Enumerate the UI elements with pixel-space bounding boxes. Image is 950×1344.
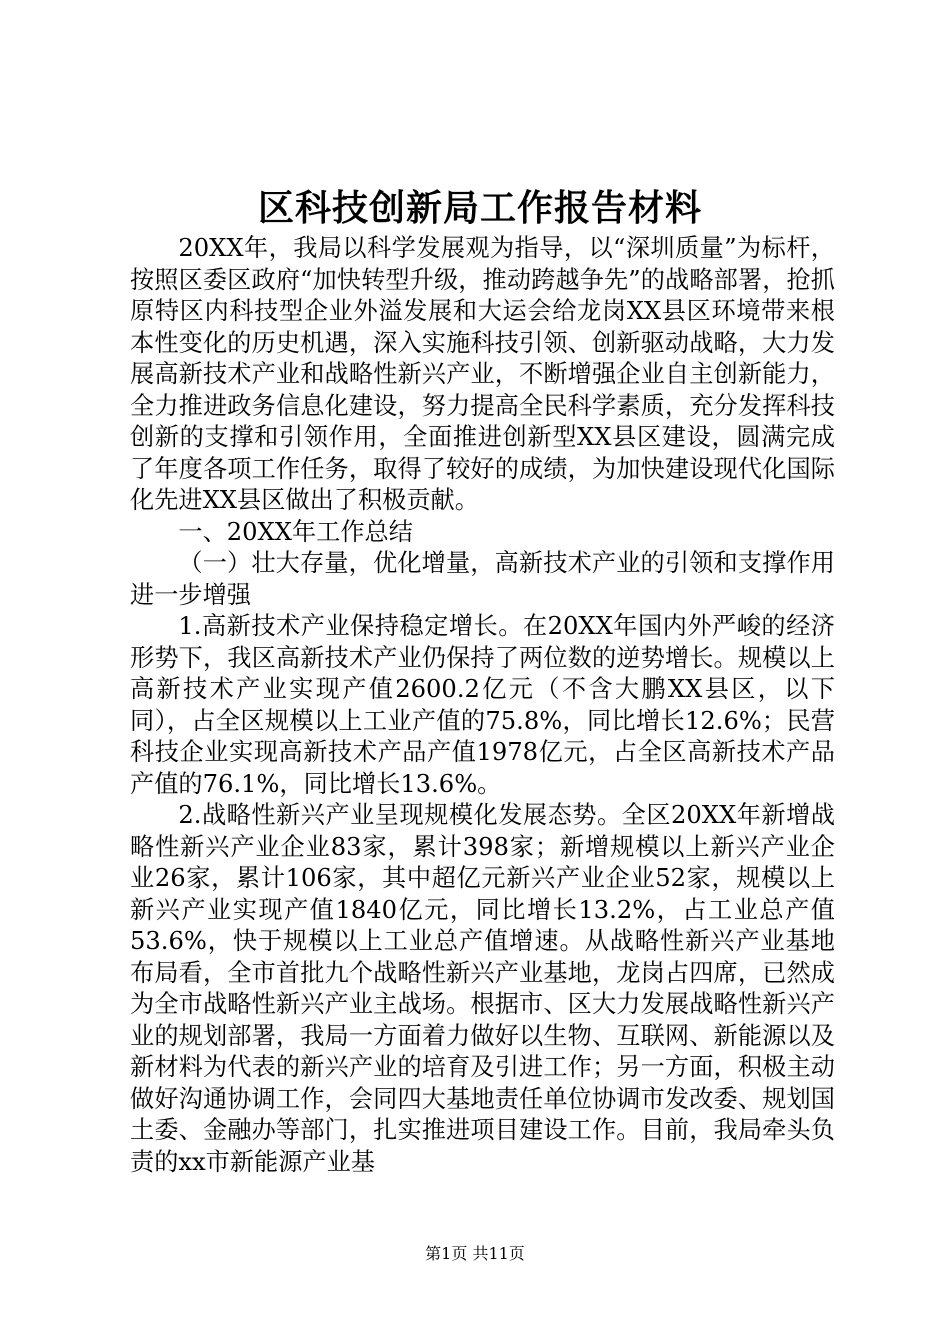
subsection-heading: （一）壮大存量，优化增量，高新技术产业的引领和支撑作用进一步增强 [130, 549, 835, 609]
document-title: 区科技创新局工作报告材料 [257, 187, 702, 229]
section-heading: 一、20XX年工作总结 [178, 517, 413, 546]
paragraph-high-tech: 1.高新技术产业保持稳定增长。在20XX年国内外严峻的经济形势下，我区高新技术产业仍保持了两位数的逆势增长。规模以上高新技术产业实现产值2600.2亿元（不含大鹏XX县区，以下同），占全区规模以上工业产值的75.8%，同比增长12.6%；民营科技企业实现高新技术产品产值1978亿元，占全区高新技术产品产值的76.1%，同比增长13.6%。 [130, 612, 835, 798]
paragraph-intro: 20XX年，我局以科学发展观为指导，以“深圳质量”为标杆，按照区委区政府“加快转型升级，推动跨越争先”的战略部署，抢抓原特区内科技型企业外溢发展和大运会给龙岗XX县区环境带来根本性变化的历史机遇，深入实施科技引领、创新驱动战略，大力发展高新技术产业和战略性新兴产业，不断增强企业自主创新能力，全力推进政务信息化建设，努力提高全民科学素质，充分发挥科技创新的支撑和引领作用，全面推进创新型XX县区建设，圆满完成了年度各项工作任务，取得了较好的成绩，为加快建设现代化国际化先进XX县区做出了积极贡献。 [130, 234, 835, 514]
page-footer: 第1页 共11页 [425, 1244, 525, 1263]
paragraph-emerging-industries: 2.战略性新兴产业呈现规模化发展态势。全区20XX年新增战略性新兴产业企业83家，累计398家；新增规模以上新兴产业企业26家，累计106家，其中超亿元新兴产业企业52家，规模以上新兴产业实现产值1840亿元，同比增长13.2%，占工业总产值53.6%，快于规模以上工业总产值增速。从战略性新兴产业基地布局看，全市首批九个战略性新兴产业基地，龙岗占四席，已然成为全市战略性新兴产业主战场。根据市、区大力发展战略性新兴产业的规划部署，我局一方面着力做好以生物、互联网、新能源以及新材料为代表的新兴产业的培育及引进工作；另一方面，积极主动做好沟通协调工作，会同四大基地责任单位协调市发改委、规划国土委、金融办等部门，扎实推进项目建设工作。目前，我局牵头负责的xx市新能源产业基 [130, 801, 835, 1176]
document-body [130, 233, 835, 1178]
